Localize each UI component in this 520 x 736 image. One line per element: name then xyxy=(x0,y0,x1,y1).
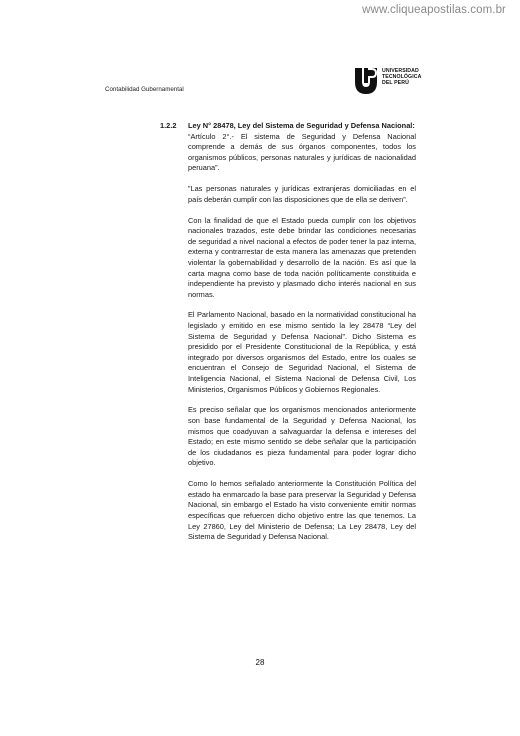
paragraph-constitution: Como lo hemos señalado anteriormente la Constitución Política del estado ha enmarcado la base para preservar la Seguridad y Defensa Nacional, sin embargo el Estado ha visto conveniente emitir normas específicas que refuercen dicho objetivo entre las que tenemos. La Ley 27860, Ley del Ministerio de Defensa; La Ley 28478, Ley del Sistema de Seguridad y Defensa Nacional. xyxy=(188,479,416,542)
university-logo xyxy=(353,66,458,96)
logo-line-3: DEL PERÚ xyxy=(382,80,409,87)
section-number: 1.2.2 xyxy=(160,121,177,130)
paragraph-state-objectives: Con la finalidad de que el Estado pueda cumplir con los objetivos nacionales trazados, este debe brindar las condiciones necesarias de seguridad a nivel nacional a efectos de poder tener la paz interna, externa y contrarrestar de esta manera las amenazas que pretenden violentar la gobernabilidad y desarrollo de la nación. Es así que la carta magna como base de toda nación políticamente constituida e independiente ha previsto y plasmado dicho interés nacional en sus normas. xyxy=(188,215,416,299)
watermark-url: www.cliqueapostilas.com.br xyxy=(362,4,506,16)
page-number: 28 xyxy=(255,658,265,667)
logo-line-2: TECNOLÓGICA xyxy=(382,74,422,81)
paragraph-article-quote: “Artículo 2°.- El sistema de Seguridad y Defensa Nacional comprende a demás de sus órganos componentes, todos los organismos públicos, personas naturales y jurídicas de nacionalidad peruana”. xyxy=(188,131,416,173)
section-title: Ley N° 28478, Ley del Sistema de Seguridad y Defensa Nacional: xyxy=(188,121,415,130)
document-header-title: Contabilidad Gubernamental xyxy=(105,86,184,93)
paragraph-organisms: Es preciso señalar que los organismos mencionados anteriormente son base fundamental de la Seguridad y Defensa Nacional, los mismos que coadyuvan a salvaguardar la defensa e intereses del Estado; en este mismo sentido se debe señalar que la participación de los ciudadanos es pieza fundamental para poder lograr dicho objetivo. xyxy=(188,405,416,468)
university-name xyxy=(382,68,421,87)
paragraph-parliament: El Parlamento Nacional, basado en la normatividad constitucional ha legislado y emitido en ese mismo sentido la ley 28478 “Ley del Sistema de Seguridad y Defensa Nacional”. Dicho Sistema es presidido por el Presidente Constitucional de la República, y está integrado por diversos organismos del Estado, entre los cuales se encuentran el Consejo de Seguridad Nacional, el Sistema de Inteligencia Nacional, el Sistema Nacional de Defensa Civil, Los Ministerios, Organismos Públicos y Gobiernos Regionales. xyxy=(188,310,416,394)
paragraph-foreign-persons: ”Las personas naturales y jurídicas extranjeras domiciliadas en el país deberán cumplir con las disposiciones que de ella se deriven”. xyxy=(188,184,416,204)
body-text xyxy=(188,121,416,553)
logo-line-1: UNIVERSIDAD xyxy=(382,68,419,74)
utp-logo-icon xyxy=(353,66,379,96)
